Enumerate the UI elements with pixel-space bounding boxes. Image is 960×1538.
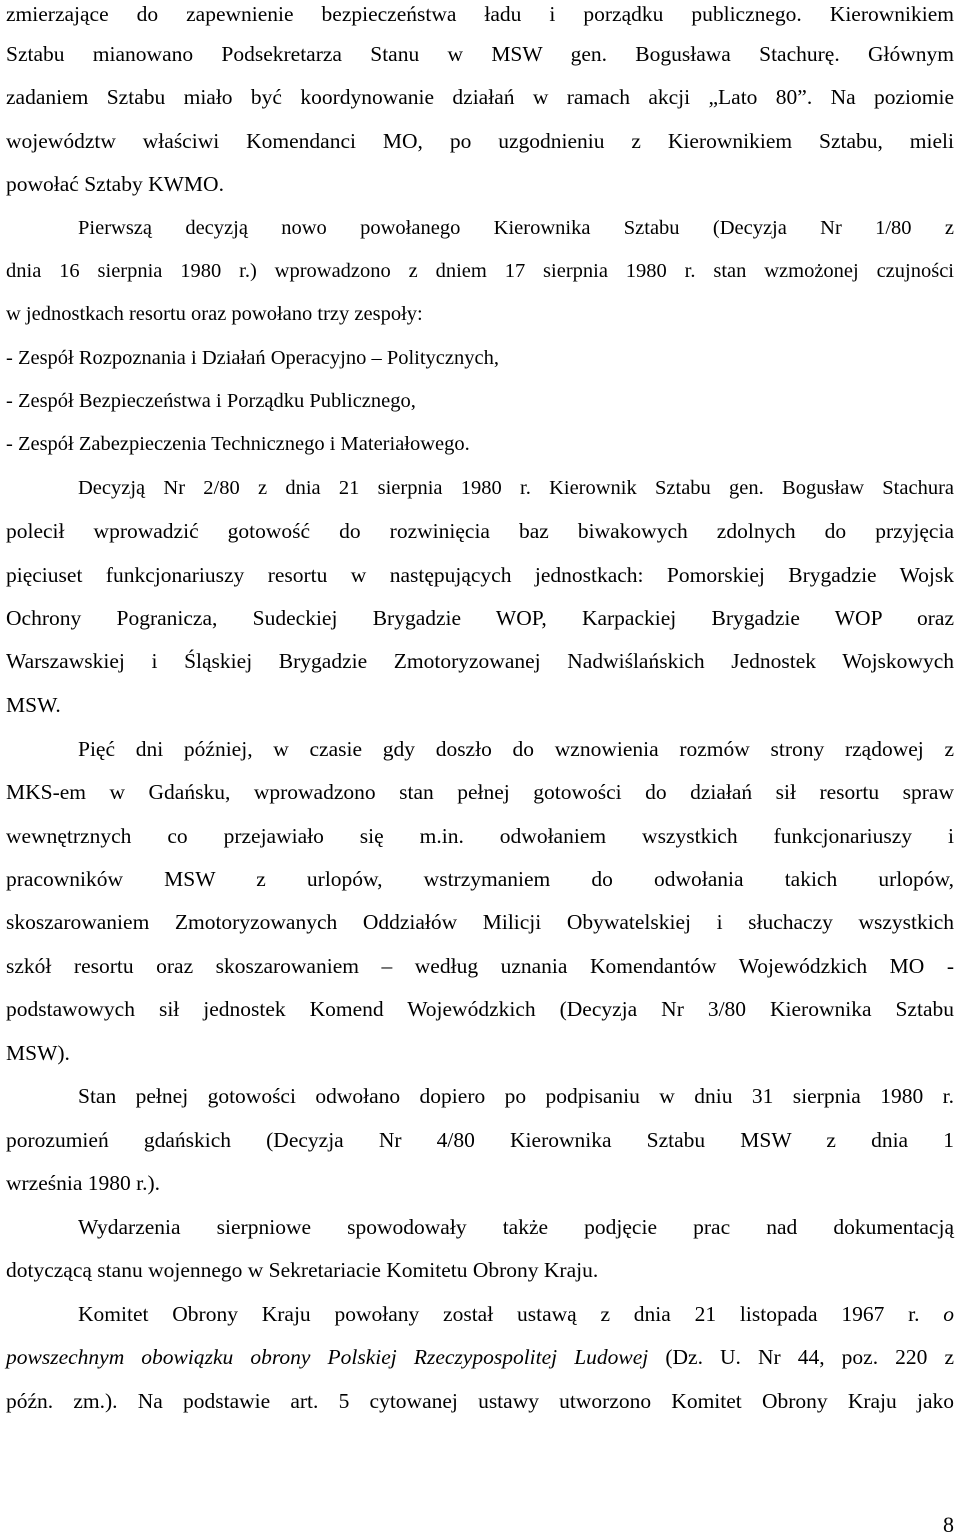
- text-line: [6, 995, 954, 1023]
- text-segment: w jednostkach resortu oraz powołano trzy zespoły:: [6, 303, 423, 325]
- text-line: [6, 257, 954, 285]
- text-segment: MSW.: [6, 693, 61, 717]
- text-line: [6, 647, 954, 675]
- text-segment: szkół resortu oraz skoszarowaniem – według uznania Komendantów Wojewódzkich MO -: [6, 954, 954, 978]
- text-segment: Decyzją Nr 2/80 z dnia 21 sierpnia 1980 r. Kierownik Sztabu gen. Bogusław Stachura: [78, 477, 954, 499]
- text-line: [6, 908, 954, 936]
- text-segment: Stan pełnej gotowości odwołano dopiero po podpisaniu w dniu 31 sierpnia 1980 r.: [78, 1084, 954, 1108]
- text-line: [6, 1126, 954, 1154]
- text-line: [78, 1213, 954, 1241]
- text-segment: wewnętrznych co przejawiało się m.in. odwołaniem wszystkich funkcjonariuszy i: [6, 824, 954, 848]
- text-segment: zmierzające do zapewnienie bezpieczeństwa ładu i porządku publicznego. Kierownikiem: [6, 2, 954, 26]
- text-line: [6, 691, 954, 719]
- text-segment: powołać Sztaby KWMO.: [6, 172, 224, 196]
- text-line: [6, 604, 954, 632]
- text-line: [6, 1387, 954, 1415]
- text-line: [6, 1039, 954, 1067]
- text-line: [6, 83, 954, 111]
- text-segment: - Zespół Zabezpieczenia Technicznego i Materiałowego.: [6, 433, 470, 455]
- text-line: [6, 344, 954, 372]
- text-segment: Komitet Obrony Kraju powołany został ustawą z dnia 21 listopada 1967 r.: [78, 1302, 920, 1326]
- text-segment: z: [944, 217, 954, 239]
- text-segment: województw właściwi Komendanci MO, po uzgodnieniu z Kierownikiem Sztabu, mieli: [6, 129, 954, 153]
- text-line: [6, 0, 954, 28]
- text-segment: zadaniem Sztabu miało być koordynowanie działań w ramach akcji „Lato 80”. Na poziomie: [6, 85, 954, 109]
- text-segment: - Zespół Bezpieczeństwa i Porządku Publicznego,: [6, 390, 416, 412]
- text-segment: MSW).: [6, 1041, 70, 1065]
- italic-text: o: [943, 1302, 955, 1326]
- text-line: [6, 387, 954, 415]
- text-line: [78, 1300, 954, 1328]
- text-line: [6, 300, 954, 328]
- text-segment: późn. zm.). Na podstawie art. 5 cytowanej ustawy utworzono Komitet Obrony Kraju jako: [6, 1389, 954, 1413]
- text-line: [78, 1082, 954, 1110]
- text-line: [6, 517, 954, 545]
- text-segment: dotyczącą stanu wojennego w Sekretariacie Komitetu Obrony Kraju.: [6, 1258, 599, 1282]
- text-segment: pięciuset funkcjonariuszy resortu w następujących jednostkach: Pomorskiej Brygadzie Wojsk: [6, 563, 954, 587]
- text-line: [6, 1256, 954, 1284]
- text-line: [78, 214, 954, 242]
- text-line: [6, 170, 954, 198]
- text-line: [6, 822, 954, 850]
- text-line: [6, 127, 954, 155]
- text-segment: Pięć dni później, w czasie gdy doszło do wznowienia rozmów strony rządowej z: [78, 737, 954, 761]
- italic-text: powszechnym obowiązku obrony Polskiej Rzeczypospolitej Ludowej: [6, 1345, 649, 1369]
- text-segment: porozumień gdańskich (Decyzja Nr 4/80 Kierownika Sztabu MSW z dnia: [6, 1128, 909, 1152]
- text-line: [6, 430, 954, 458]
- text-segment: - Zespół Rozpoznania i Działań Operacyjno – Politycznych,: [6, 347, 499, 369]
- text-line: [6, 561, 954, 589]
- text-segment: MKS-em w Gdańsku, wprowadzono stan pełnej gotowości do działań sił resortu spraw: [6, 780, 954, 804]
- text-line: [6, 952, 954, 980]
- text-line: [6, 40, 954, 68]
- text-line: [6, 1343, 954, 1371]
- text-line: [6, 778, 954, 806]
- text-segment: (Dz. U. Nr 44, poz. 220 z: [665, 1345, 955, 1369]
- text-line: [6, 865, 954, 893]
- page-number: 8: [943, 1512, 954, 1537]
- text-segment: Sztabu mianowano Podsekretarza Stanu w MSW gen. Bogusława Stachurę. Głównym: [6, 42, 954, 66]
- text-segment: Wydarzenia sierpniowe spowodowały także podjęcie prac nad dokumentacją: [78, 1215, 954, 1239]
- text-segment: Warszawskiej i Śląskiej Brygadzie Zmotoryzowanej Nadwiślańskich Jednostek Wojskowych: [6, 649, 954, 673]
- text-line: [6, 1169, 954, 1197]
- text-segment: Pierwszą decyzją nowo powołanego Kierownika Sztabu (Decyzja Nr 1/80: [78, 217, 912, 239]
- text-segment: września 1980 r.).: [6, 1171, 161, 1195]
- text-line: [78, 474, 954, 502]
- text-segment: dnia 16 sierpnia 1980 r.) wprowadzono z dniem 17 sierpnia 1980 r. stan wzmożonej czujności: [6, 260, 954, 282]
- text-segment: polecił wprowadzić gotowość do rozwinięcia baz biwakowych zdolnych do przyjęcia: [6, 519, 954, 543]
- text-segment: pracowników MSW z urlopów, wstrzymaniem do odwołania takich urlopów,: [6, 867, 954, 891]
- text-line: [78, 735, 954, 763]
- text-segment: podstawowych sił jednostek Komend Wojewódzkich (Decyzja Nr 3/80 Kierownika Sztabu: [6, 997, 954, 1021]
- text-segment: Ochrony Pogranicza, Sudeckiej Brygadzie WOP, Karpackiej Brygadzie WOP oraz: [6, 606, 954, 630]
- text-segment: 1: [943, 1128, 954, 1152]
- text-segment: skoszarowaniem Zmotoryzowanych Oddziałów Milicji Obywatelskiej i słuchaczy wszystkich: [6, 910, 954, 934]
